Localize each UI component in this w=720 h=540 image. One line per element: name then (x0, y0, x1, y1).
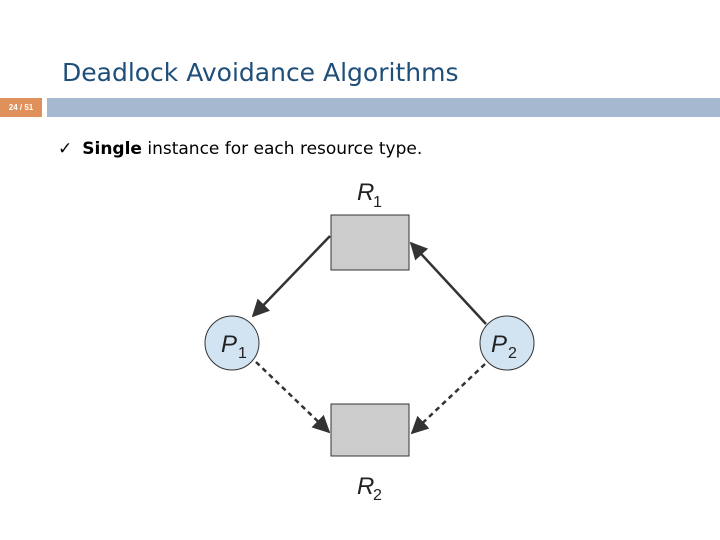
edge-r1-to-p1 (253, 236, 330, 316)
bullet-text: instance for each resource type. (141, 139, 423, 159)
bullet-emphasis: Single (82, 139, 142, 159)
resource-label-r2: R (357, 473, 375, 500)
process-node-p1 (205, 316, 259, 370)
page-number: 24 / 51 (0, 98, 42, 117)
resource-subscript-r1: 1 (373, 194, 382, 211)
edge-p1-to-r2-claim (256, 362, 329, 432)
resource-box-r1 (331, 215, 409, 270)
resource-node-r1 (331, 179, 409, 270)
edge-p2-to-r2-claim (412, 364, 485, 433)
process-subscript-p1: 1 (238, 345, 247, 362)
process-node-p2 (480, 316, 534, 370)
resource-node-r2 (331, 404, 409, 504)
slide-title: Deadlock Avoidance Algorithms (62, 58, 459, 87)
process-subscript-p2: 2 (508, 345, 517, 362)
resource-subscript-r2: 2 (373, 487, 382, 504)
resource-label-r1: R (357, 179, 375, 206)
process-label-p2: P (491, 331, 508, 358)
edge-p2-to-r1 (411, 243, 486, 324)
resource-box-r2 (331, 404, 409, 456)
process-label-p1: P (221, 331, 238, 358)
checkmark-icon: ✓ (58, 139, 73, 159)
